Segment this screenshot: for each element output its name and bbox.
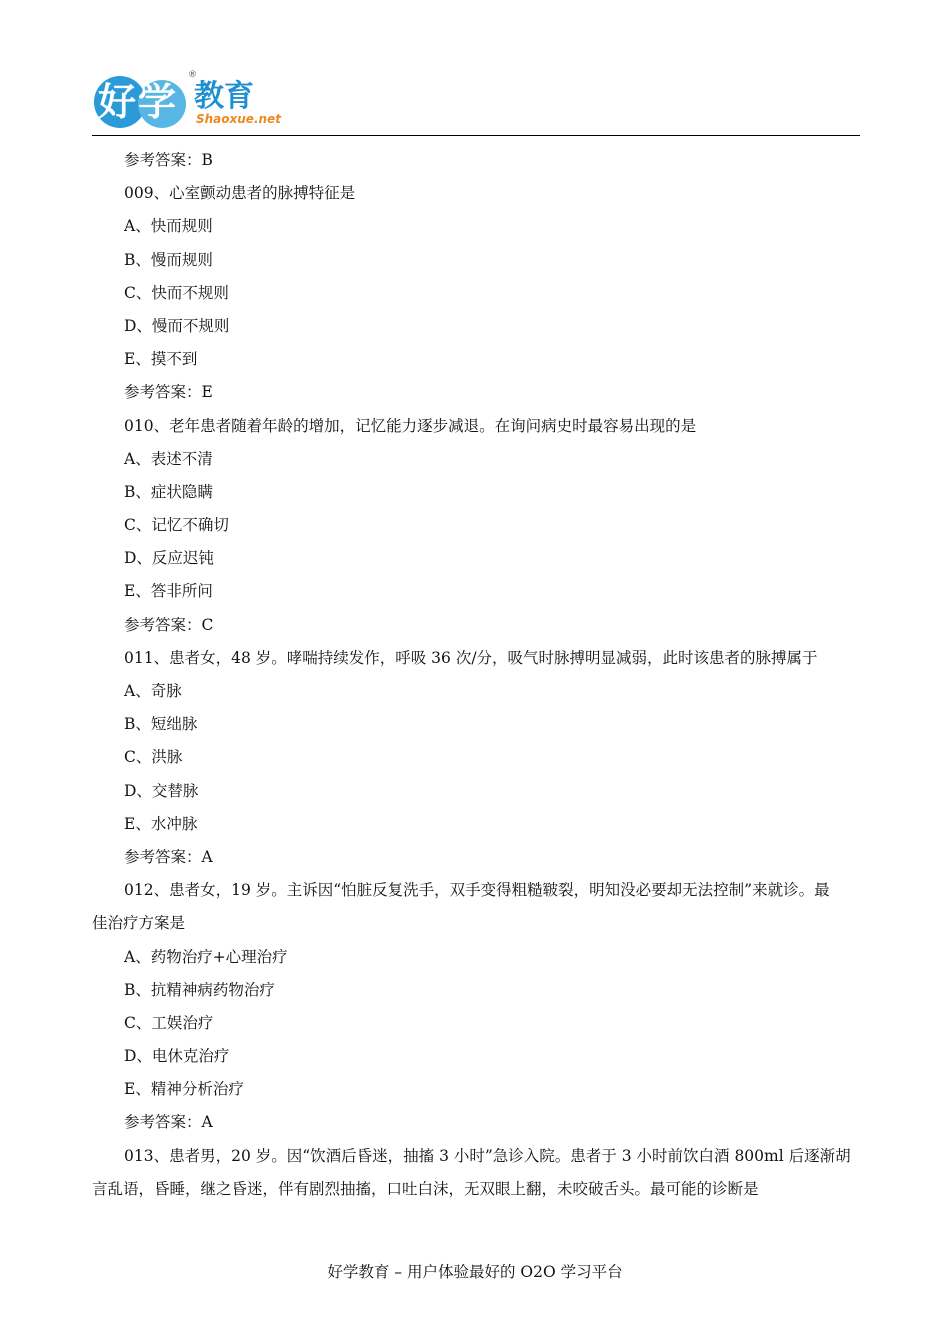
text-line: 011、患者女，48 岁。哮喘持续发作，呼吸 36 次/分，吸气时脉搏明显减弱，此时该患者的脉搏属于: [124, 648, 818, 667]
text-line: C、工娱治疗: [124, 1013, 214, 1032]
text-line: 参考答案：A: [124, 847, 213, 866]
page-footer: 好学教育 – 用户体验最好的 O2O 学习平台: [327, 1263, 623, 1281]
text-line: E、答非所问: [124, 582, 213, 601]
text-line: 013、患者男，20 岁。因“饮酒后昏迷，抽搐 3 小时”急诊入院。患者于 3 小时前饮白酒 800ml 后逐渐胡: [124, 1146, 851, 1165]
haoxue-logo: [92, 66, 292, 132]
text-line: A、快而规则: [124, 217, 213, 236]
logo-text-secondary: 教育: [194, 79, 254, 114]
text-line: B、抗精神病药物治疗: [124, 980, 275, 999]
text-line: C、快而不规则: [124, 283, 229, 302]
text-line: E、水冲脉: [124, 814, 198, 833]
page-header: [92, 66, 860, 138]
text-line: 言乱语，昏睡，继之昏迷，伴有剧烈抽搐，口吐白沫，无双眼上翻，未咬破舌头。最可能的诊断是: [92, 1179, 759, 1198]
text-line: D、交替脉: [124, 781, 199, 800]
text-line: C、记忆不确切: [124, 516, 229, 535]
text-line: A、药物治疗+心理治疗: [124, 947, 288, 966]
text-line: 012、患者女，19 岁。主诉因“怕脏反复洗手，双手变得粗糙皲裂，明知没必要却无法控制”来就诊。最: [124, 881, 830, 900]
text-line: A、奇脉: [124, 682, 182, 700]
logo-registered-mark: ®: [188, 70, 197, 80]
text-line: E、精神分析治疗: [124, 1080, 244, 1099]
text-line: E、摸不到: [124, 350, 198, 369]
text-line: B、短绌脉: [124, 715, 198, 734]
document-body: [92, 144, 862, 1206]
text-line: 佳治疗方案是: [92, 914, 186, 933]
logo-url: Shaoxue.net: [196, 112, 281, 126]
text-line: B、症状隐瞒: [124, 482, 213, 501]
text-line: 参考答案：B: [124, 151, 213, 169]
text-line: 009、心室颤动患者的脉搏特征是: [124, 184, 356, 203]
text-line: C、洪脉: [124, 748, 183, 767]
text-line: 参考答案：C: [124, 615, 214, 634]
text-line: 010、老年患者随着年龄的增加，记忆能力逐步减退。在询问病史时最容易出现的是: [124, 416, 697, 435]
text-line: D、反应迟钝: [124, 549, 214, 568]
text-line: A、表述不清: [124, 449, 213, 468]
text-line: D、慢而不规则: [124, 316, 230, 335]
text-line: B、慢而规则: [124, 250, 213, 269]
logo-text: 好学: [98, 80, 179, 124]
header-divider: [92, 135, 860, 136]
text-line: 参考答案：A: [124, 1113, 213, 1132]
text-line: 参考答案：E: [124, 383, 213, 402]
text-line: D、电休克治疗: [124, 1047, 230, 1066]
